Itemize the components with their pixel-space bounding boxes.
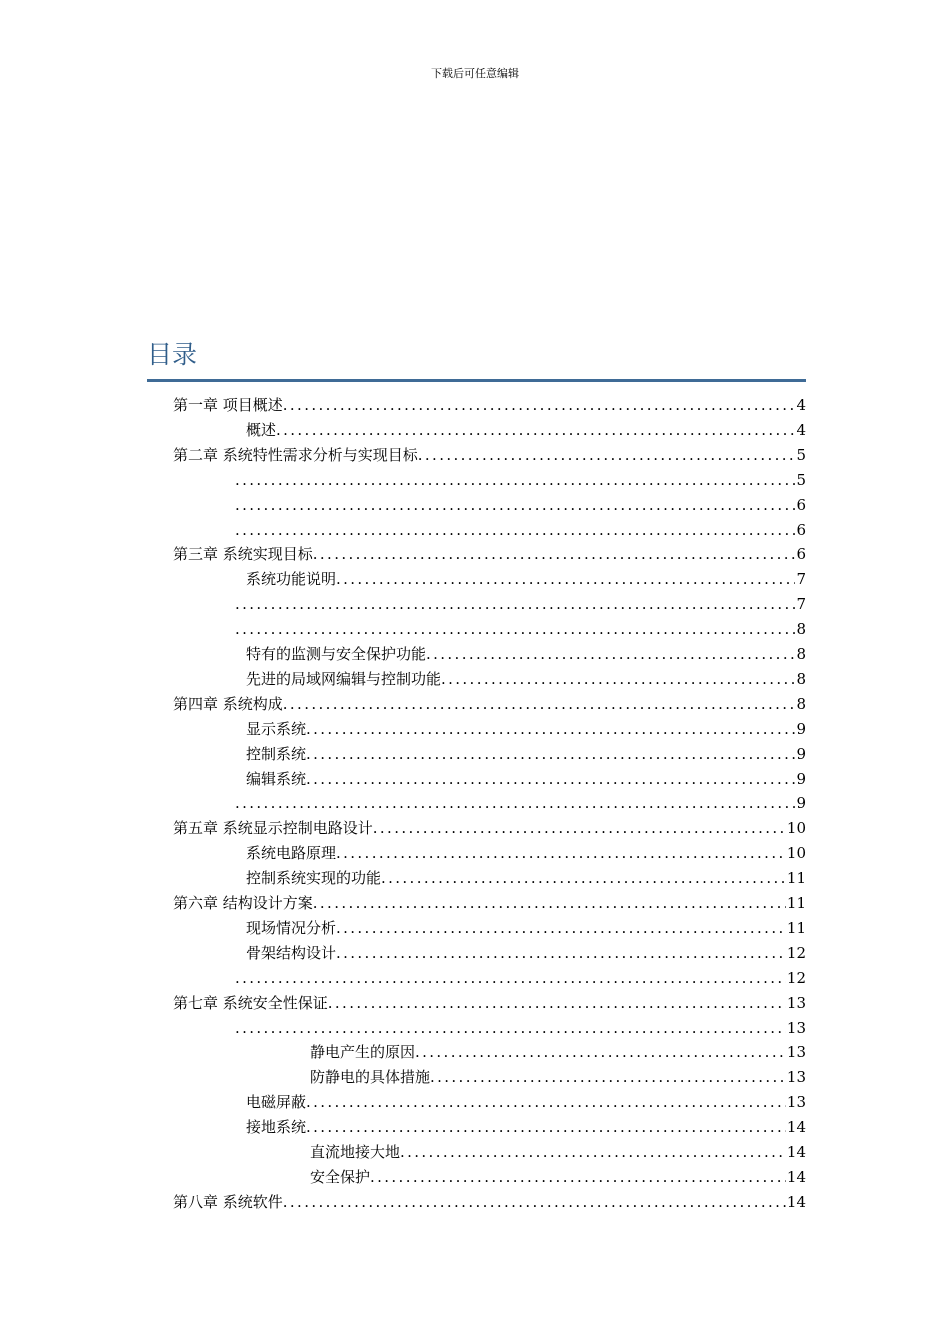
toc-page-number: 5	[796, 470, 806, 489]
toc-page-number: 6	[796, 495, 806, 514]
toc-dot-leader	[336, 843, 786, 863]
toc-page-number: 11	[786, 918, 806, 937]
toc-entry[interactable]	[310, 1037, 806, 1062]
toc-title: 目录	[147, 340, 198, 369]
page-header: 下载后可任意编辑	[431, 67, 519, 80]
toc-page-number: 9	[796, 719, 806, 738]
toc-entry-text: 第三章 系统实现目标	[173, 545, 313, 564]
toc-entry[interactable]	[246, 739, 806, 764]
toc-page-number: 8	[796, 694, 806, 713]
toc-entry-text: 接地系统	[246, 1118, 307, 1137]
toc-entry[interactable]	[235, 963, 806, 988]
toc-page-number: 8	[796, 669, 806, 688]
toc-page-number: 9	[796, 769, 806, 788]
toc-entry-text: 概述	[246, 420, 277, 439]
toc-entry-text: 第一章 项目概述	[173, 396, 283, 414]
toc-entry-text: 第二章 系统特性需求分析与实现目标	[173, 445, 418, 464]
toc-page-number: 6	[796, 545, 806, 564]
toc-entry-text: 防静电的具体措施	[310, 1068, 431, 1087]
toc-dot-leader	[283, 395, 796, 415]
toc-entry[interactable]	[246, 863, 806, 888]
toc-dot-leader	[235, 619, 795, 639]
toc-entry[interactable]	[235, 589, 806, 614]
toc-entry[interactable]	[246, 639, 806, 664]
toc-entry[interactable]	[246, 714, 806, 739]
toc-page-number: 10	[786, 844, 806, 863]
toc-entry[interactable]	[173, 1187, 806, 1212]
toc-page-number: 7	[796, 595, 806, 614]
toc-page-number: 12	[786, 968, 806, 987]
toc-entry[interactable]	[173, 440, 806, 465]
toc-entry[interactable]	[173, 988, 806, 1013]
toc-entry-text: 第五章 系统显示控制电路设计	[173, 819, 373, 838]
toc-entry[interactable]	[235, 465, 806, 490]
toc-dot-leader	[306, 1092, 786, 1112]
toc-entry-text: 安全保护	[310, 1167, 371, 1186]
toc-entry-text: 现场情况分析	[246, 918, 337, 937]
toc-page-number: 7	[796, 570, 806, 589]
toc-entry[interactable]	[235, 490, 806, 515]
toc-dot-leader	[415, 1042, 786, 1062]
toc-page-number: 14	[786, 1118, 806, 1137]
toc-entry[interactable]	[310, 1062, 806, 1087]
toc-page-number: 11	[786, 894, 806, 912]
toc-dot-leader	[235, 594, 795, 614]
toc-dot-leader	[430, 1067, 786, 1087]
toc-entry-text: 编辑系统	[246, 769, 307, 788]
toc-entry[interactable]	[173, 689, 806, 714]
toc-entry-text: 控制系统实现的功能	[246, 869, 382, 888]
toc-entry[interactable]	[246, 838, 806, 863]
toc-entry[interactable]	[173, 390, 806, 415]
toc-dot-leader	[283, 694, 796, 714]
toc-page-number: 14	[786, 1143, 806, 1161]
toc-entry-text: 第四章 系统构成	[173, 694, 283, 713]
toc-entry[interactable]	[310, 1137, 806, 1162]
toc-dot-leader	[235, 495, 795, 515]
toc-dot-leader	[306, 1117, 786, 1137]
toc-entry[interactable]	[173, 888, 806, 913]
toc-dot-leader	[276, 420, 795, 440]
toc-page-number: 13	[786, 1018, 806, 1037]
toc-page-number: 13	[786, 1068, 806, 1087]
toc-dot-leader	[283, 1192, 786, 1212]
toc-dot-leader	[336, 569, 795, 589]
toc-page-number: 9	[796, 794, 806, 813]
toc-dot-leader	[400, 1142, 786, 1162]
toc-dot-leader	[306, 744, 795, 764]
toc-entry-text: 骨架结构设计	[246, 943, 337, 962]
toc-entry[interactable]	[173, 813, 806, 838]
toc-title-rule	[147, 379, 806, 382]
toc-page-number: 10	[786, 819, 806, 838]
toc-page-number: 4	[796, 420, 806, 439]
toc-entry[interactable]	[246, 913, 806, 938]
toc-entry-text: 第七章 系统安全性保证	[173, 993, 328, 1012]
toc-entry-text: 特有的监测与安全保护功能	[246, 645, 427, 663]
toc-dot-leader	[336, 943, 786, 963]
toc-dot-leader	[235, 968, 786, 988]
toc-entry-text: 先进的局域网编辑与控制功能	[246, 669, 442, 688]
toc-dot-leader	[370, 1167, 786, 1187]
toc-entry-text: 静电产生的原因	[310, 1043, 416, 1062]
toc-entry-text: 系统功能说明	[246, 570, 337, 589]
toc-page-number: 11	[786, 869, 806, 888]
toc-dot-leader	[313, 544, 796, 564]
toc-dot-leader	[441, 669, 795, 689]
toc-dot-leader	[373, 818, 786, 838]
toc-entry[interactable]	[235, 515, 806, 540]
toc-entry-text: 第八章 系统软件	[173, 1192, 283, 1211]
toc-dot-leader	[235, 470, 795, 490]
toc-entry[interactable]	[246, 938, 806, 963]
toc-entry[interactable]	[246, 415, 806, 440]
toc-dot-leader	[418, 445, 796, 465]
toc-dot-leader	[313, 893, 786, 913]
toc-page-number: 8	[796, 645, 806, 663]
toc-entry[interactable]	[235, 788, 806, 813]
toc-entry[interactable]	[246, 1087, 806, 1112]
toc-page-number: 13	[786, 1043, 806, 1062]
toc-dot-leader	[381, 868, 786, 888]
toc-entry[interactable]	[246, 564, 806, 589]
toc-page-number: 6	[796, 520, 806, 539]
toc-page-number: 9	[796, 744, 806, 763]
toc-entry[interactable]	[173, 539, 806, 564]
toc-page-number: 8	[796, 620, 806, 639]
toc-dot-leader	[235, 793, 795, 813]
toc-entry-text: 系统电路原理	[246, 844, 337, 863]
toc-dot-leader	[426, 644, 795, 664]
toc-dot-leader	[306, 719, 795, 739]
toc-entry-text: 第六章 结构设计方案	[173, 894, 313, 912]
toc-page-number: 4	[796, 396, 806, 414]
toc-entry[interactable]	[235, 1013, 806, 1038]
toc-page-number: 14	[786, 1192, 806, 1211]
toc-page-number: 14	[786, 1167, 806, 1186]
toc-dot-leader	[235, 520, 795, 540]
toc-entry[interactable]	[310, 1162, 806, 1187]
toc-entry-text: 直流地接大地	[310, 1143, 401, 1161]
toc-dot-leader	[336, 918, 786, 938]
toc-entry[interactable]	[246, 764, 806, 789]
toc-page-number: 5	[796, 445, 806, 464]
toc-entry[interactable]	[246, 664, 806, 689]
toc-page-number: 12	[786, 943, 806, 962]
toc-page-number: 13	[786, 1093, 806, 1112]
toc-dot-leader	[235, 1018, 786, 1038]
toc-dot-leader	[328, 993, 786, 1013]
toc-entry[interactable]	[246, 1112, 806, 1137]
toc-entry-text: 控制系统	[246, 744, 307, 763]
toc-page-number: 13	[786, 993, 806, 1012]
toc-entry-text: 显示系统	[246, 719, 307, 738]
toc-dot-leader	[306, 769, 795, 789]
toc-entry[interactable]	[235, 614, 806, 639]
toc-entry-text: 电磁屏蔽	[246, 1093, 307, 1112]
